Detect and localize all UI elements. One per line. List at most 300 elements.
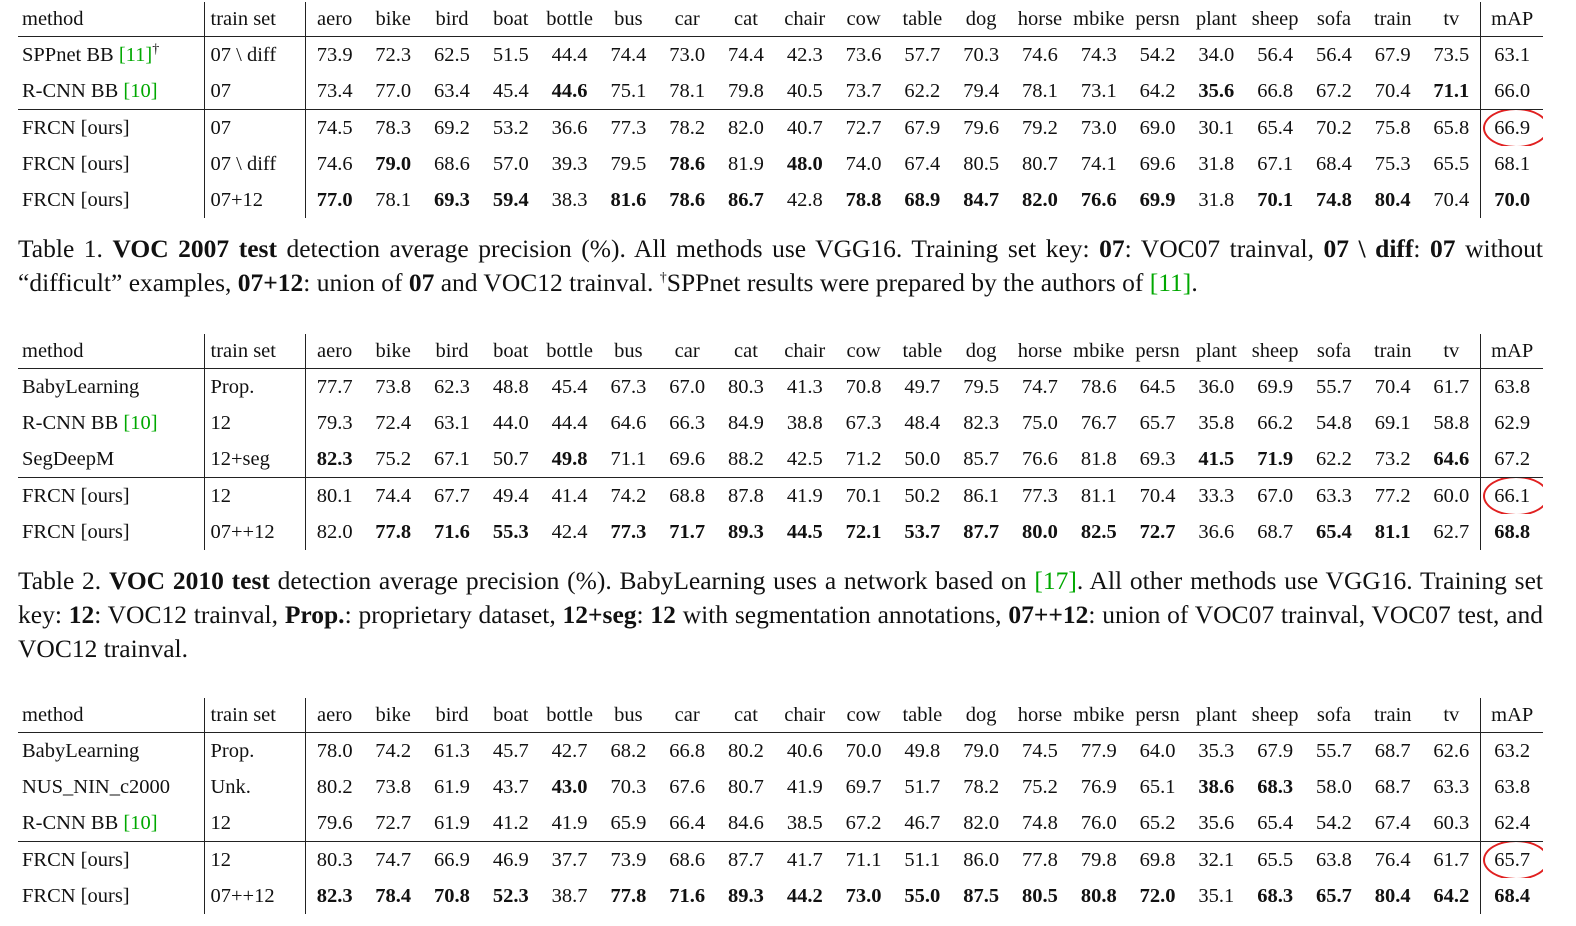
value-text: 40.5 xyxy=(786,79,823,102)
value-text: 38.3 xyxy=(551,188,588,211)
value-text: 49.7 xyxy=(904,375,941,398)
column-header-car: car xyxy=(658,334,717,369)
value-text: 72.7 xyxy=(1139,520,1176,543)
ap-value-bus xyxy=(599,842,658,879)
value-text: 42.4 xyxy=(551,520,588,543)
ap-value-sheep xyxy=(1246,878,1305,914)
ap-value-sheep xyxy=(1246,805,1305,842)
ap-value-chair xyxy=(775,478,834,515)
column-header-persn: persn xyxy=(1128,334,1187,369)
value-text: 68.3 xyxy=(1257,884,1294,907)
value-text: 64.6 xyxy=(1433,447,1470,470)
value-text: 45.4 xyxy=(551,375,588,398)
value-text: 57.0 xyxy=(492,152,529,175)
value-text: 55.7 xyxy=(1316,739,1352,762)
value-text: 73.0 xyxy=(845,884,882,907)
ap-value-boat xyxy=(481,478,540,515)
ap-value-cow xyxy=(834,146,893,182)
ap-value-bottle xyxy=(540,478,599,515)
ap-value-sofa xyxy=(1305,182,1364,218)
ap-value-horse xyxy=(1011,110,1070,147)
header-row xyxy=(18,2,1543,37)
value-text: 77.0 xyxy=(316,188,353,211)
ap-value-sofa xyxy=(1305,146,1364,182)
caption-bold-term: 12+seg xyxy=(562,600,637,629)
map-value xyxy=(1481,878,1543,914)
value-text: 76.6 xyxy=(1022,447,1058,470)
method-name xyxy=(18,405,204,441)
value-text: 70.4 xyxy=(1374,79,1411,102)
value-text: 58.8 xyxy=(1433,411,1470,434)
map-value xyxy=(1481,805,1543,842)
ap-value-sheep xyxy=(1246,369,1305,406)
ap-value-dog xyxy=(952,369,1011,406)
value-text: 80.4 xyxy=(1374,188,1411,211)
ap-value-bike xyxy=(364,405,423,441)
ap-value-table xyxy=(893,805,952,842)
column-header-bike: bike xyxy=(364,334,423,369)
ap-value-persn xyxy=(1128,182,1187,218)
ap-value-cow xyxy=(834,37,893,74)
method-label: R-CNN BB xyxy=(22,411,124,434)
ap-value-sofa xyxy=(1305,514,1364,550)
ap-value-aero xyxy=(305,769,364,805)
caption-text: : VOC12 trainval, xyxy=(94,600,285,629)
value-text: 56.4 xyxy=(1316,43,1352,66)
ap-value-aero xyxy=(305,878,364,914)
caption-bold-term: 07 xyxy=(1430,234,1456,263)
method-label: FRCN [ours] xyxy=(22,884,130,907)
ap-value-mbike xyxy=(1069,441,1128,478)
value-text: 86.0 xyxy=(963,848,1000,871)
map-value xyxy=(1481,369,1543,406)
value-text: 71.1 xyxy=(1433,79,1470,102)
value-text: 67.9 xyxy=(904,116,941,139)
value-text: 70.4 xyxy=(1433,188,1470,211)
ap-value-cow xyxy=(834,369,893,406)
column-header-train: train xyxy=(1363,334,1422,369)
value-text: 70.2 xyxy=(1316,116,1352,139)
ap-value-plant xyxy=(1187,146,1246,182)
value-text: 34.0 xyxy=(1198,43,1235,66)
column-header-mbike: mbike xyxy=(1069,698,1128,733)
ap-value-sofa xyxy=(1305,73,1364,110)
value-text: 51.5 xyxy=(492,43,529,66)
value-text: 42.7 xyxy=(551,739,588,762)
method-label: SPPnet BB xyxy=(22,43,119,66)
value-text: 78.6 xyxy=(1080,375,1117,398)
value-text: 75.3 xyxy=(1374,152,1411,175)
value-text: 70.8 xyxy=(434,884,470,907)
map-value xyxy=(1481,405,1543,441)
ap-value-sheep xyxy=(1246,441,1305,478)
value-text: 76.4 xyxy=(1374,848,1411,871)
column-header-map: mAP xyxy=(1481,698,1543,733)
value-text: 68.1 xyxy=(1494,152,1531,175)
value-text: 44.0 xyxy=(492,411,529,434)
caption-bold-term: 12 xyxy=(68,600,95,629)
ap-value-bike xyxy=(364,73,423,110)
ap-value-cow xyxy=(834,441,893,478)
method-label: FRCN [ours] xyxy=(22,848,130,871)
ap-value-car xyxy=(658,37,717,74)
column-header-train-set: train set xyxy=(204,334,305,369)
ap-value-persn xyxy=(1128,369,1187,406)
ap-value-tv xyxy=(1422,73,1481,110)
value-text: 32.1 xyxy=(1198,848,1235,871)
value-text: 54.8 xyxy=(1316,411,1352,434)
value-text: 35.6 xyxy=(1198,79,1235,102)
train-set: Prop. xyxy=(204,369,305,406)
value-text: 44.4 xyxy=(551,411,588,434)
column-header-aero: aero xyxy=(305,698,364,733)
value-text: 63.3 xyxy=(1433,775,1470,798)
value-text: 68.9 xyxy=(904,188,941,211)
column-header-plant: plant xyxy=(1187,334,1246,369)
red-circle-annotation xyxy=(1483,110,1543,147)
ap-value-train xyxy=(1363,733,1422,770)
ap-value-car xyxy=(658,369,717,406)
value-text: 61.7 xyxy=(1433,375,1470,398)
ap-value-dog xyxy=(952,733,1011,770)
ap-value-chair xyxy=(775,110,834,147)
map-value xyxy=(1481,182,1543,218)
value-text: 37.7 xyxy=(551,848,588,871)
value-text: 62.3 xyxy=(434,375,470,398)
ap-value-aero xyxy=(305,146,364,182)
train-set: 07 \ diff xyxy=(204,37,305,74)
map-value xyxy=(1481,110,1543,147)
value-text: 80.2 xyxy=(316,775,353,798)
value-text: 67.4 xyxy=(1374,811,1411,834)
ap-value-chair xyxy=(775,441,834,478)
ap-value-bike xyxy=(364,842,423,879)
method-name xyxy=(18,733,204,770)
value-text: 73.4 xyxy=(316,79,353,102)
value-text: 62.6 xyxy=(1433,739,1470,762)
ap-value-train xyxy=(1363,842,1422,879)
ap-value-bird xyxy=(423,37,482,74)
method-label: NUS_NIN_c2000 xyxy=(22,775,171,798)
ap-value-boat xyxy=(481,878,540,914)
value-text: 72.1 xyxy=(845,520,882,543)
ap-value-car xyxy=(658,769,717,805)
ap-value-car xyxy=(658,478,717,515)
ap-value-sheep xyxy=(1246,182,1305,218)
column-header-car: car xyxy=(658,2,717,37)
column-header-sheep: sheep xyxy=(1246,698,1305,733)
column-header-chair: chair xyxy=(775,698,834,733)
value-text: 50.7 xyxy=(492,447,529,470)
ap-value-train xyxy=(1363,405,1422,441)
ap-value-aero xyxy=(305,405,364,441)
method-name xyxy=(18,146,204,182)
value-text: 31.8 xyxy=(1198,152,1235,175)
ap-value-horse xyxy=(1011,769,1070,805)
ap-value-plant xyxy=(1187,110,1246,147)
column-header-cat: cat xyxy=(717,334,776,369)
ap-value-boat xyxy=(481,73,540,110)
value-text: 63.1 xyxy=(1494,43,1531,66)
table2-caption xyxy=(18,564,1543,666)
map-value xyxy=(1481,769,1543,805)
caption-bold-term: 07 \ diff xyxy=(1323,234,1414,263)
ap-value-boat xyxy=(481,146,540,182)
column-header-bottle: bottle xyxy=(540,698,599,733)
ap-value-dog xyxy=(952,146,1011,182)
citation-link[interactable]: [11] xyxy=(1149,268,1192,297)
value-text: 81.6 xyxy=(610,188,647,211)
table-row xyxy=(18,842,1543,879)
column-header-boat: boat xyxy=(481,334,540,369)
ap-value-horse xyxy=(1011,405,1070,441)
value-text: 82.3 xyxy=(316,884,353,907)
value-text: 66.0 xyxy=(1494,79,1531,102)
citation-link[interactable]: [17] xyxy=(1034,566,1077,595)
ap-value-horse xyxy=(1011,182,1070,218)
method-name xyxy=(18,37,204,74)
ap-value-mbike xyxy=(1069,369,1128,406)
caption-bold-term: Prop. xyxy=(284,600,345,629)
table-row xyxy=(18,146,1543,182)
value-text: 41.9 xyxy=(786,775,823,798)
column-header-map: mAP xyxy=(1481,334,1543,369)
method-name xyxy=(18,182,204,218)
value-text: 70.0 xyxy=(1494,188,1531,211)
value-text: 35.8 xyxy=(1198,411,1235,434)
ap-value-boat xyxy=(481,369,540,406)
value-text: 74.3 xyxy=(1080,43,1117,66)
method-name xyxy=(18,878,204,914)
value-text: 63.2 xyxy=(1494,739,1531,762)
ap-value-table xyxy=(893,369,952,406)
citation-link[interactable]: [10] xyxy=(123,411,158,434)
ap-value-cat xyxy=(717,878,776,914)
value-text: 82.3 xyxy=(316,447,353,470)
ap-value-mbike xyxy=(1069,878,1128,914)
caption-text: : xyxy=(636,600,651,629)
value-text: 67.2 xyxy=(1316,79,1352,102)
value-text: 66.1 xyxy=(1494,484,1531,507)
ap-value-plant xyxy=(1187,73,1246,110)
ap-value-aero xyxy=(305,842,364,879)
method-label: R-CNN BB xyxy=(22,811,124,834)
value-text: 84.7 xyxy=(963,188,1000,211)
table2-voc2010 xyxy=(18,334,1543,550)
column-header-bike: bike xyxy=(364,698,423,733)
citation-link[interactable]: [10] xyxy=(123,811,158,834)
ap-value-bottle xyxy=(540,369,599,406)
value-text: 79.5 xyxy=(963,375,1000,398)
value-text: 41.9 xyxy=(786,484,823,507)
value-text: 46.9 xyxy=(492,848,529,871)
value-text: 74.4 xyxy=(375,484,412,507)
value-text: 61.3 xyxy=(434,739,470,762)
value-text: 64.5 xyxy=(1139,375,1176,398)
ap-value-train xyxy=(1363,805,1422,842)
value-text: 42.8 xyxy=(786,188,823,211)
ap-value-train xyxy=(1363,73,1422,110)
ap-value-chair xyxy=(775,769,834,805)
value-text: 53.2 xyxy=(492,116,529,139)
value-text: 74.7 xyxy=(1022,375,1058,398)
value-text: 53.7 xyxy=(904,520,941,543)
ap-value-aero xyxy=(305,182,364,218)
value-text: 82.5 xyxy=(1080,520,1117,543)
method-label: FRCN [ours] xyxy=(22,520,130,543)
value-text: 78.6 xyxy=(669,152,706,175)
ap-value-sofa xyxy=(1305,842,1364,879)
ap-value-bus xyxy=(599,478,658,515)
value-text: 51.7 xyxy=(904,775,941,798)
citation-link[interactable]: [10] xyxy=(123,79,158,102)
column-header-train-set: train set xyxy=(204,698,305,733)
value-text: 63.8 xyxy=(1316,848,1352,871)
value-text: 41.7 xyxy=(786,848,823,871)
value-text: 64.6 xyxy=(610,411,647,434)
column-header-chair: chair xyxy=(775,2,834,37)
value-text: 77.3 xyxy=(610,116,647,139)
value-text: 60.0 xyxy=(1433,484,1470,507)
ap-value-dog xyxy=(952,478,1011,515)
value-text: 79.4 xyxy=(963,79,1000,102)
value-text: 62.2 xyxy=(904,79,941,102)
value-text: 72.0 xyxy=(1139,884,1176,907)
ap-value-bus xyxy=(599,405,658,441)
ap-value-bike xyxy=(364,478,423,515)
value-text: 73.2 xyxy=(1374,447,1411,470)
ap-value-bottle xyxy=(540,514,599,550)
column-header-sofa: sofa xyxy=(1305,2,1364,37)
value-text: 77.8 xyxy=(610,884,647,907)
ap-value-chair xyxy=(775,733,834,770)
ap-value-bus xyxy=(599,182,658,218)
ap-value-tv xyxy=(1422,441,1481,478)
method-name xyxy=(18,478,204,515)
value-text: 69.9 xyxy=(1139,188,1176,211)
value-text: 75.2 xyxy=(375,447,412,470)
train-set: 07++12 xyxy=(204,514,305,550)
column-header-mbike: mbike xyxy=(1069,334,1128,369)
ap-value-cat xyxy=(717,733,776,770)
value-text: 43.0 xyxy=(551,775,588,798)
value-text: 68.4 xyxy=(1494,884,1531,907)
ap-value-tv xyxy=(1422,733,1481,770)
ap-value-sofa xyxy=(1305,769,1364,805)
value-text: 55.0 xyxy=(904,884,941,907)
value-text: 74.4 xyxy=(610,43,647,66)
column-header-bike: bike xyxy=(364,2,423,37)
value-text: 67.9 xyxy=(1257,739,1294,762)
method-name xyxy=(18,842,204,879)
value-text: 68.6 xyxy=(434,152,470,175)
value-text: 70.3 xyxy=(610,775,647,798)
caption-bold-term: VOC 2010 test xyxy=(108,566,270,595)
ap-value-train xyxy=(1363,37,1422,74)
table-row xyxy=(18,769,1543,805)
value-text: 86.7 xyxy=(728,188,764,211)
ap-value-persn xyxy=(1128,842,1187,879)
value-text: 77.8 xyxy=(1022,848,1058,871)
value-text: 81.8 xyxy=(1080,447,1117,470)
value-text: 66.4 xyxy=(669,811,706,834)
ap-value-bottle xyxy=(540,441,599,478)
value-text: 61.7 xyxy=(1433,848,1470,871)
value-text: 74.8 xyxy=(1022,811,1058,834)
column-header-chair: chair xyxy=(775,334,834,369)
ap-value-aero xyxy=(305,110,364,147)
value-text: 38.6 xyxy=(1198,775,1235,798)
column-header-bottle: bottle xyxy=(540,334,599,369)
ap-value-bike xyxy=(364,769,423,805)
train-set: Unk. xyxy=(204,769,305,805)
dagger-footnote-mark: † xyxy=(659,270,667,286)
value-text: 63.1 xyxy=(434,411,470,434)
citation-link[interactable]: [11] xyxy=(118,43,153,66)
value-text: 82.0 xyxy=(316,520,353,543)
column-header-method: method xyxy=(18,334,204,369)
results-table xyxy=(18,2,1543,218)
value-text: 35.1 xyxy=(1198,884,1235,907)
table1-voc2007 xyxy=(18,2,1543,218)
ap-value-bottle xyxy=(540,37,599,74)
value-text: 71.7 xyxy=(669,520,706,543)
value-text: 35.6 xyxy=(1198,811,1235,834)
ap-value-bus xyxy=(599,769,658,805)
ap-value-table xyxy=(893,441,952,478)
value-text: 73.0 xyxy=(669,43,706,66)
table-row xyxy=(18,182,1543,218)
column-header-map: mAP xyxy=(1481,2,1543,37)
caption-text: and VOC12 trainval. xyxy=(434,268,660,297)
method-name xyxy=(18,514,204,550)
value-text: 69.1 xyxy=(1374,411,1411,434)
value-text: 80.1 xyxy=(316,484,353,507)
value-text: 68.7 xyxy=(1374,775,1411,798)
column-header-bus: bus xyxy=(599,698,658,733)
value-text: 76.9 xyxy=(1080,775,1117,798)
column-header-car: car xyxy=(658,698,717,733)
column-header-train-set: train set xyxy=(204,2,305,37)
caption-bold-term: 07++12 xyxy=(1008,600,1089,629)
map-value xyxy=(1481,73,1543,110)
value-text: 42.5 xyxy=(786,447,823,470)
ap-value-aero xyxy=(305,805,364,842)
column-header-sheep: sheep xyxy=(1246,2,1305,37)
ap-value-chair xyxy=(775,805,834,842)
method-label: R-CNN BB xyxy=(22,79,124,102)
method-name xyxy=(18,441,204,478)
ap-value-cat xyxy=(717,842,776,879)
header-row xyxy=(18,698,1543,733)
method-name xyxy=(18,369,204,406)
ap-value-mbike xyxy=(1069,182,1128,218)
value-text: 79.3 xyxy=(316,411,353,434)
value-text: 80.5 xyxy=(963,152,1000,175)
ap-value-tv xyxy=(1422,146,1481,182)
value-text: 70.4 xyxy=(1139,484,1176,507)
value-text: 71.2 xyxy=(845,447,882,470)
ap-value-bike xyxy=(364,146,423,182)
train-set: Prop. xyxy=(204,733,305,770)
train-set: 07 \ diff xyxy=(204,146,305,182)
value-text: 75.0 xyxy=(1022,411,1058,434)
value-text: 81.9 xyxy=(728,152,764,175)
ap-value-cow xyxy=(834,769,893,805)
ap-value-bird xyxy=(423,733,482,770)
value-text: 82.0 xyxy=(1022,188,1058,211)
ap-value-boat xyxy=(481,514,540,550)
